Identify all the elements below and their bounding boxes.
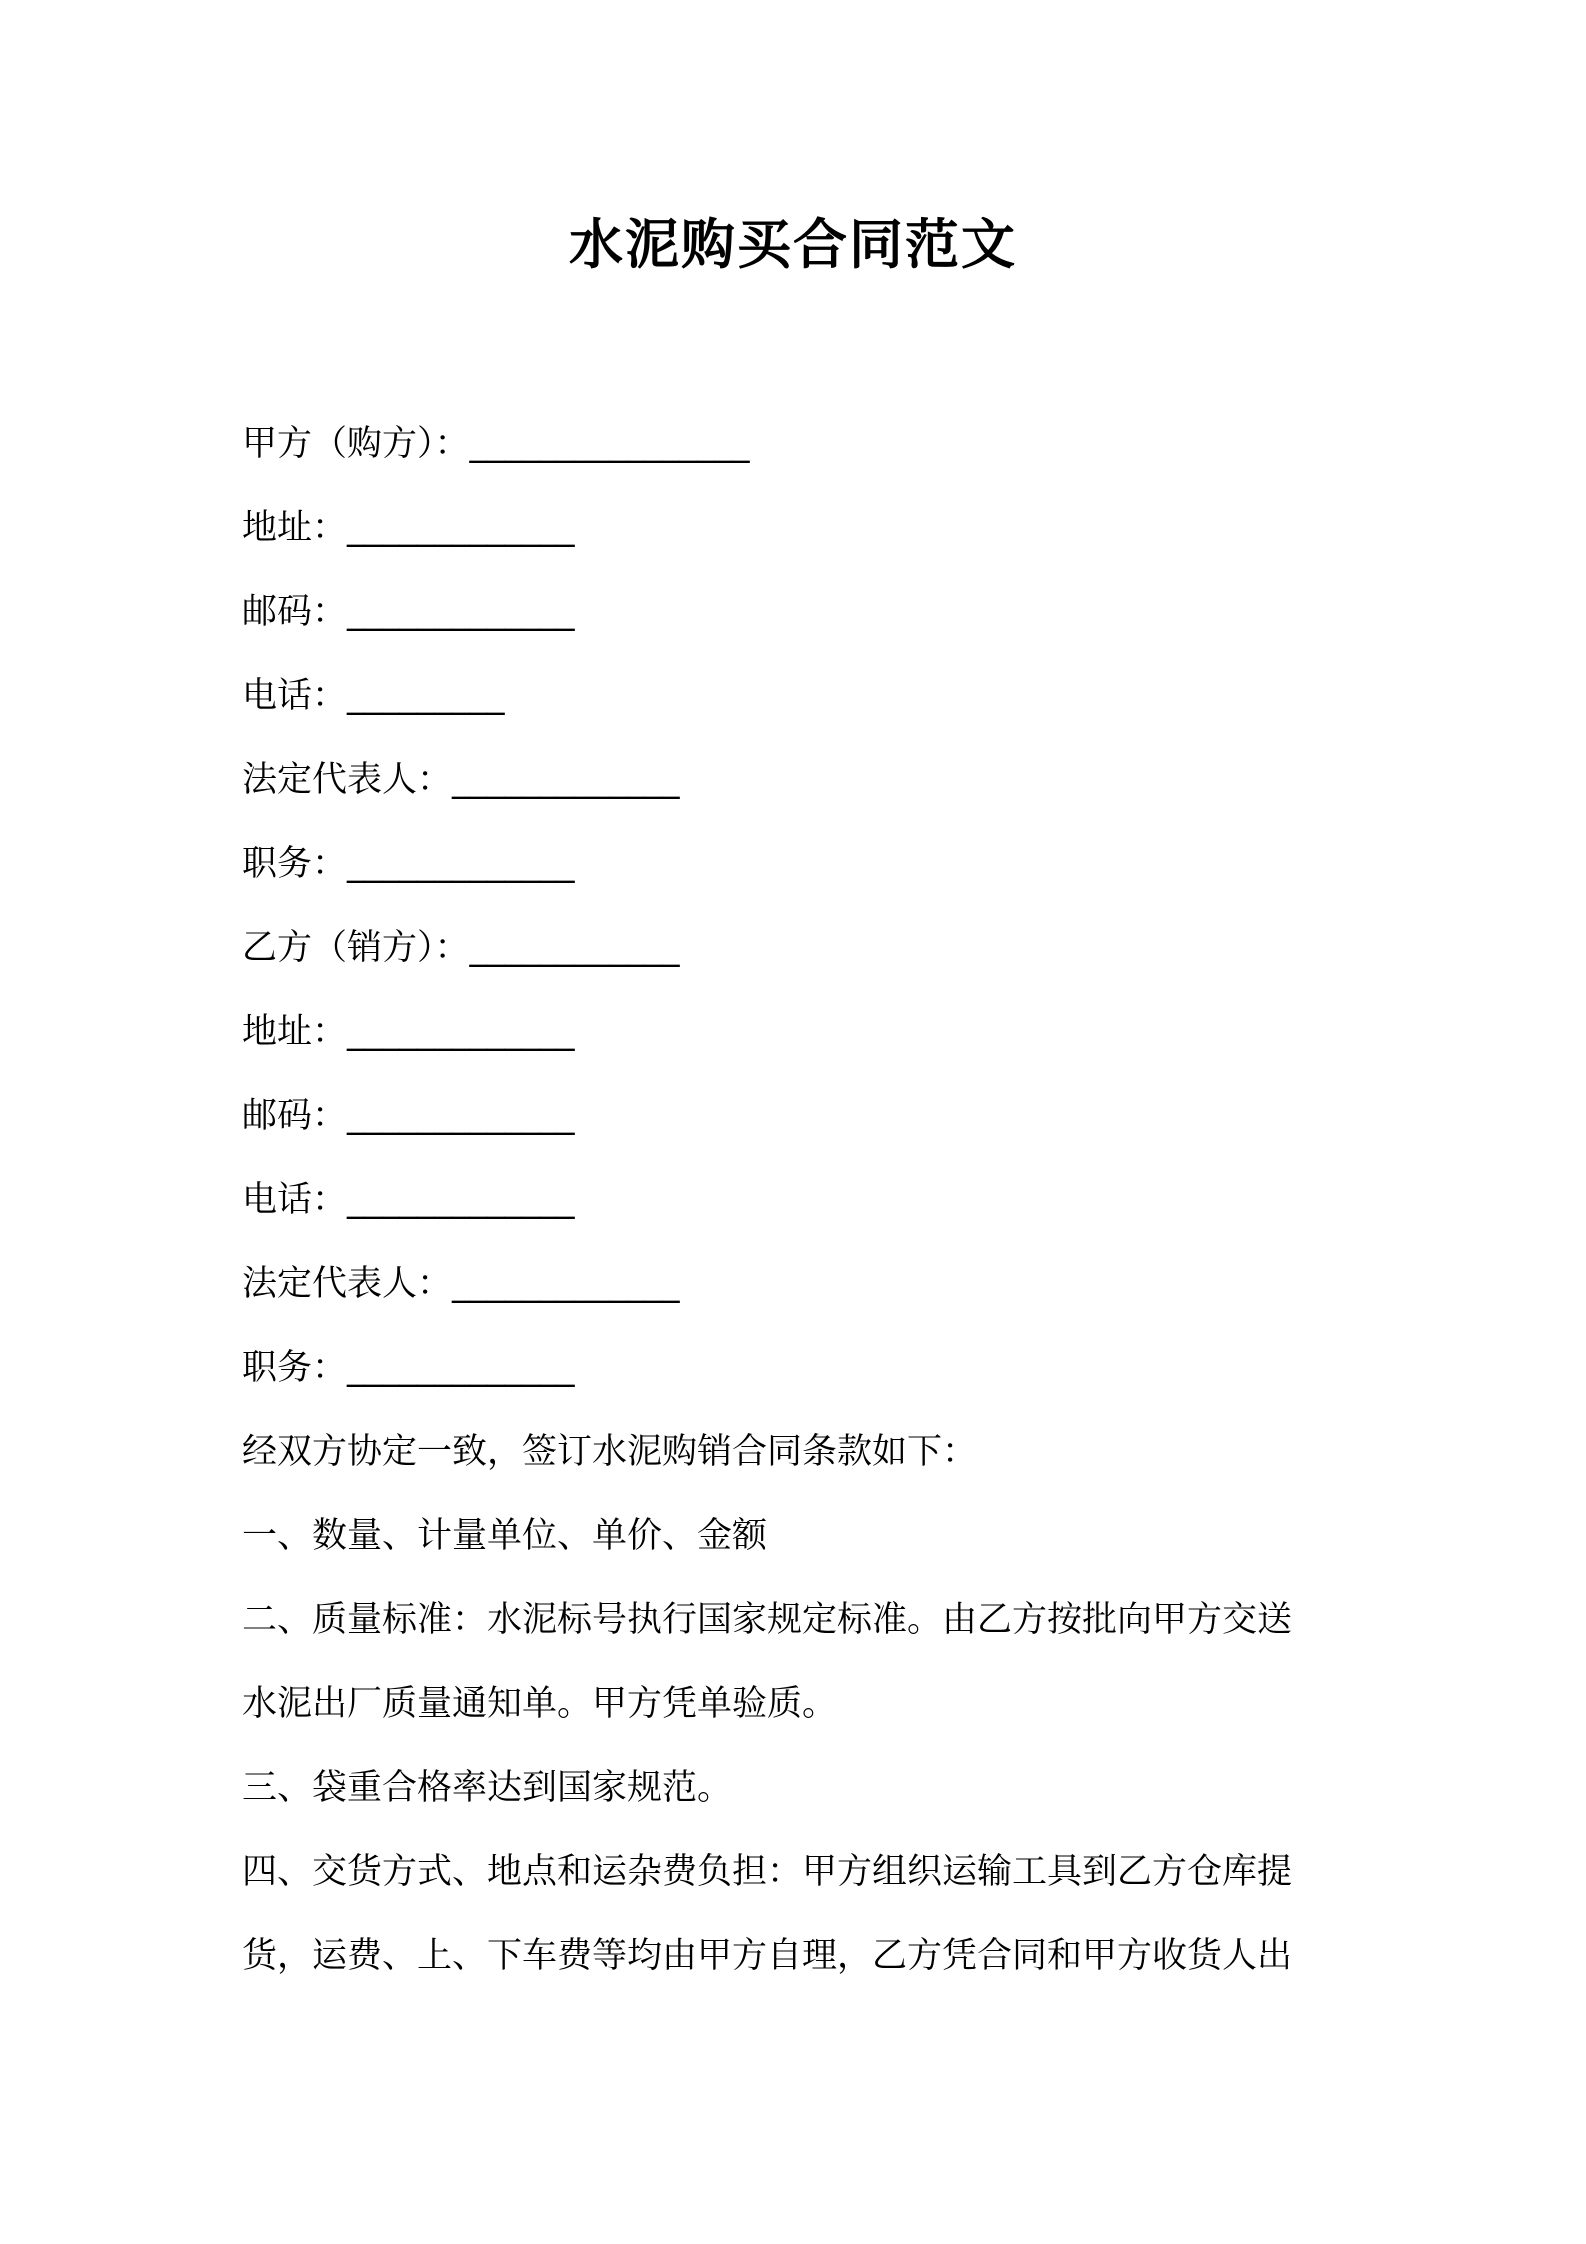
document-body	[242, 402, 1362, 1998]
party-b-address-line: 地址：_____________	[242, 1012, 575, 1052]
party-a-position-line: 职务：_____________	[242, 844, 575, 884]
party-b-phone-line: 电话：_____________	[242, 1180, 575, 1220]
party-b-postcode-line: 邮码：_____________	[242, 1096, 575, 1136]
clause-two-line: 二、质量标准：水泥标号执行国家规定标准。由乙方按批向甲方交送	[242, 1600, 1293, 1640]
party-b-legal-representative-line: 法定代表人：_____________	[242, 1264, 680, 1304]
clause-four-continued-line: 货，运费、上、下车费等均由甲方自理，乙方凭合同和甲方收货人出	[242, 1936, 1293, 1976]
document-title: 水泥购买合同范文	[569, 213, 1017, 276]
party-a-address-line: 地址：_____________	[242, 508, 575, 548]
party-b-position-line: 职务：_____________	[242, 1348, 575, 1388]
party-a-legal-representative-line: 法定代表人：_____________	[242, 760, 680, 800]
clause-four-line: 四、交货方式、地点和运杂费负担：甲方组织运输工具到乙方仓库提	[242, 1852, 1293, 1892]
clause-three-line: 三、袋重合格率达到国家规范。	[242, 1768, 733, 1808]
clause-one-line: 一、数量、计量单位、单价、金额	[242, 1516, 768, 1556]
party-a-postcode-line: 邮码：_____________	[242, 592, 575, 632]
clause-two-continued-line: 水泥出厂质量通知单。甲方凭单验质。	[242, 1684, 838, 1724]
party-b-line: 乙方（销方）：____________	[242, 928, 680, 968]
party-a-phone-line: 电话：_________	[242, 676, 505, 716]
agreement-intro-line: 经双方协定一致，签订水泥购销合同条款如下：	[242, 1432, 978, 1472]
party-a-line: 甲方（购方）：________________	[242, 424, 750, 464]
